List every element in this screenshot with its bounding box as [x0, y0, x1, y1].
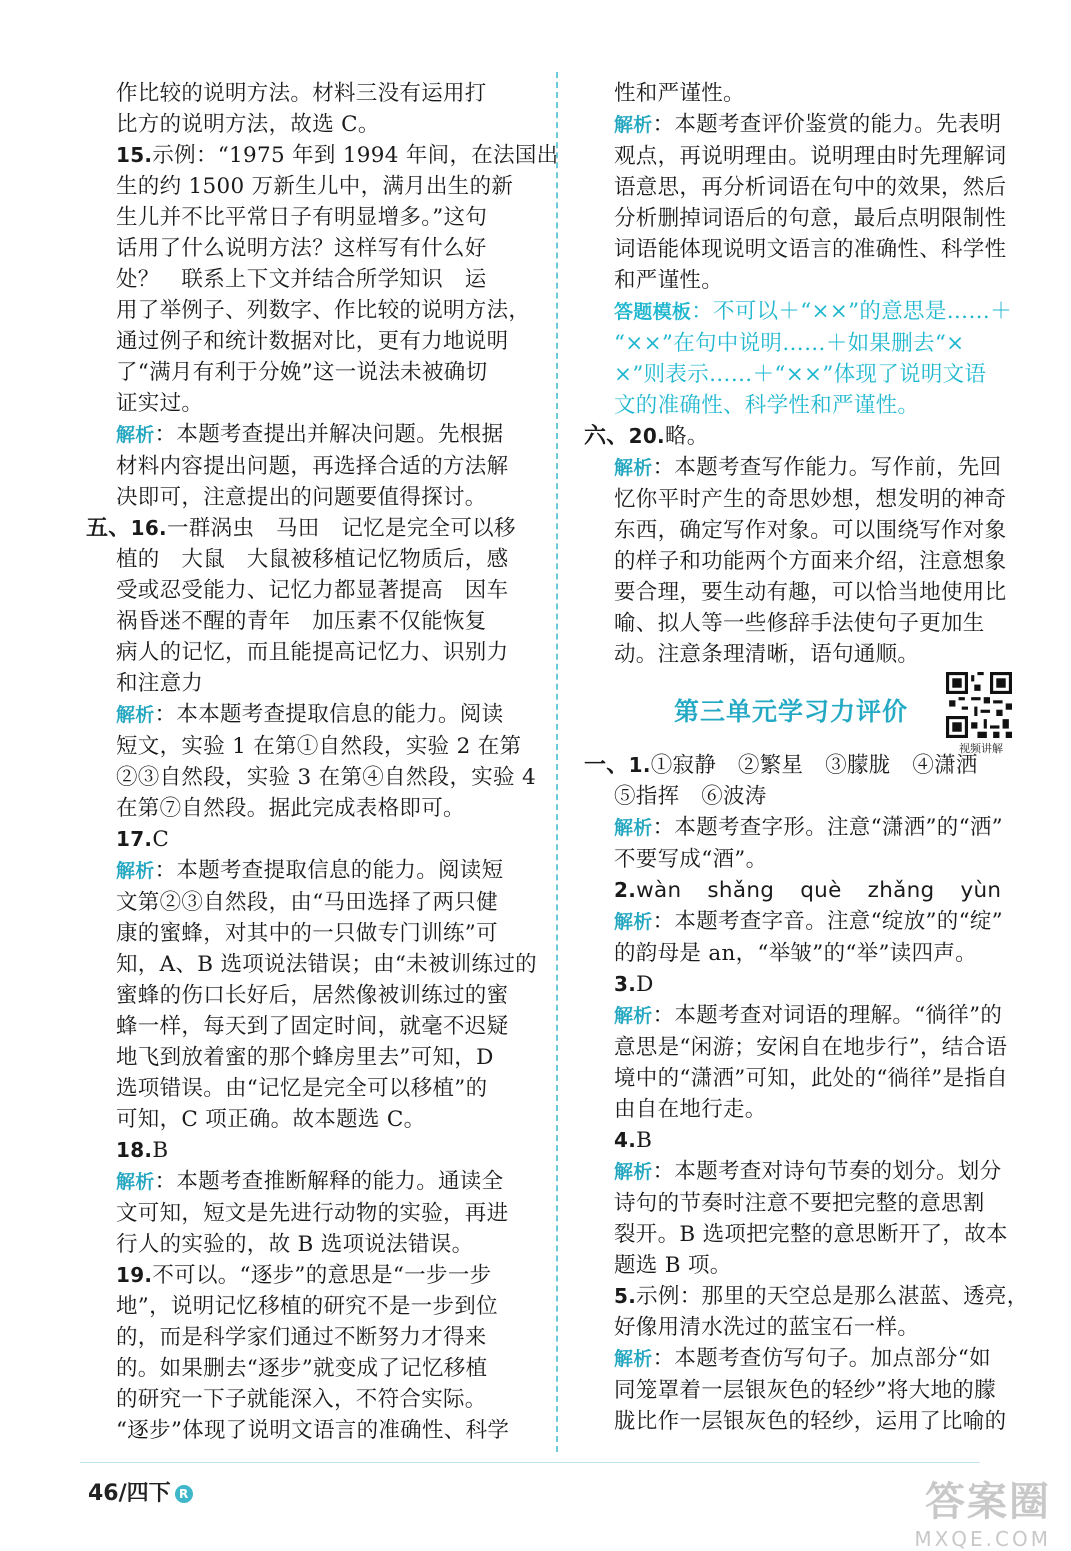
- line-text: B: [152, 1138, 169, 1163]
- text-line: [584, 390, 1028, 421]
- line-text: 在第⑦自然段。据此完成表格即可。: [116, 796, 465, 821]
- analysis-tag: 解析: [614, 114, 653, 136]
- text-line: [584, 1406, 1028, 1437]
- line-text: 示例：那里的天空总是那么湛蓝、透亮，: [636, 1284, 1029, 1309]
- line-text: 短文，实验 1 在第①自然段，实验 2 在第: [116, 734, 522, 759]
- line-text: 祸昏迷不醒的青年 加压素不仅能恢复: [116, 609, 487, 634]
- text-line: [86, 264, 530, 295]
- text-line: [86, 1073, 530, 1104]
- analysis-tag: 解析: [614, 911, 653, 933]
- text-line: [584, 296, 1028, 328]
- qr-caption: 视频讲解: [959, 742, 1003, 755]
- line-text: D: [636, 972, 654, 997]
- question-number: 1.: [628, 753, 651, 777]
- line-text: 好像用清水洗过的蓝宝石一样。: [614, 1315, 920, 1340]
- line-text: 同笼罩着一层银灰色的轻纱”将大地的朦: [614, 1378, 996, 1403]
- line-text: 动。注意条理清晰，语句通顺。: [614, 642, 920, 667]
- text-line: [584, 844, 1028, 875]
- line-text: 语意思，再分析词语在句中的效果，然后: [614, 175, 1007, 200]
- line-text: 话用了什么说明方法？这样写有什么好: [116, 236, 487, 261]
- text-line: [86, 513, 530, 544]
- line-text: 材料内容提出问题，再选择合适的方法解: [116, 454, 509, 479]
- line-text: 生儿并不比平常日子有明显增多。”这句: [116, 205, 488, 230]
- line-text: 行人的实验的，故 B 选项说法错误。: [116, 1232, 474, 1257]
- text-line: [584, 421, 1028, 452]
- line-text: 用了举例子、列数字、作比较的说明方法，: [116, 298, 531, 323]
- text-line: [86, 357, 530, 388]
- line-text: 示例：“1975 年到 1994 年间，在法国出: [152, 143, 559, 168]
- text-line: [584, 812, 1028, 844]
- text-line: [86, 482, 530, 513]
- analysis-tag: 解析: [614, 1161, 653, 1183]
- question-number: 17.: [116, 827, 153, 851]
- line-text: 的样子和功能两个方面来介绍，注意想象: [614, 549, 1007, 574]
- line-text: ②③自然段，实验 3 在第④自然段，实验 4: [116, 765, 536, 790]
- text-line: [86, 637, 530, 668]
- line-text: 通过例子和统计数据对比，更有力地说明: [116, 329, 509, 354]
- text-line: [86, 1042, 530, 1073]
- analysis-tag: 答题模板: [614, 301, 692, 323]
- text-line: [86, 1353, 530, 1384]
- qr-code-icon: [946, 672, 1012, 738]
- pinyin-answer: wàn: [636, 878, 682, 903]
- line-text: 由自在地行走。: [614, 1097, 767, 1122]
- question-number: 5.: [614, 1284, 637, 1308]
- text-line: [86, 1011, 530, 1042]
- text-line: [86, 544, 530, 575]
- text-line: [86, 824, 530, 855]
- line-text: ：本本题考查提取信息的能力。阅读: [154, 702, 504, 727]
- line-text: 的，而是科学家们通过不断努力才得来: [116, 1325, 487, 1350]
- text-line: [584, 1125, 1028, 1156]
- left-column: [86, 78, 559, 1446]
- text-line: [86, 1291, 530, 1322]
- line-text: 分析删掉词语后的句意，最后点明限制性: [614, 206, 1007, 231]
- line-text: ：本题考查字音。注意“绽放”的“绽”: [652, 909, 1003, 934]
- text-line: [584, 1094, 1028, 1125]
- text-line: [86, 918, 530, 949]
- line-text: 的。如果删去“逐步”就变成了记忆移植: [116, 1356, 488, 1381]
- line-text: ：本题考查字形。注意“潇洒”的“洒”: [652, 815, 1003, 840]
- section-number: 一、: [584, 753, 629, 778]
- line-text: 蜜蜂的伤口长好后，居然像被训练过的蜜: [116, 983, 509, 1008]
- text-line: [584, 515, 1028, 546]
- line-text: 可知，C 项正确。故本题选 C。: [116, 1107, 426, 1132]
- line-text: ：本题考查写作能力。写作前，先回: [652, 455, 1002, 480]
- text-line: [584, 546, 1028, 577]
- line-text: 作比较的说明方法。材料三没有运用打: [116, 81, 487, 106]
- text-line: [584, 1000, 1028, 1032]
- text-line: [86, 388, 530, 419]
- text-line: [584, 608, 1028, 639]
- text-line: [86, 295, 530, 326]
- text-line: [584, 1343, 1028, 1375]
- text-line: [86, 1384, 530, 1415]
- text-line: [584, 141, 1028, 172]
- line-text: 决即可，注意提出的问题要值得探讨。: [116, 485, 487, 510]
- line-text: ①寂静 ②繁星 ③朦胧 ④潇洒: [650, 753, 978, 778]
- text-line: [584, 203, 1028, 234]
- text-line: [86, 731, 530, 762]
- watermark-url: MXQE.COM: [914, 1527, 1051, 1551]
- line-text: 意思是“闲游；安闲自在地步行”，结合语: [614, 1035, 1008, 1060]
- pinyin-answer: què: [800, 878, 842, 903]
- section-number: 六、: [584, 424, 629, 449]
- text-line: [86, 606, 530, 637]
- page-number: 46: [88, 1481, 119, 1506]
- page-footer: [88, 1476, 193, 1507]
- line-text: 的韵母是 an，“举皱”的“举”读四声。: [614, 941, 977, 966]
- line-text: 康的蜜蜂，对其中的一只做专门训练”可: [116, 921, 498, 946]
- line-text: “××”在句中说明……＋如果删去“×: [614, 331, 965, 356]
- text-line: [584, 452, 1028, 484]
- line-text: 观点，再说明理由。说明理由时先理解词: [614, 144, 1007, 169]
- line-text: 诗句的节奏时注意不要把完整的意思割: [614, 1191, 985, 1216]
- line-text: 文可知，短文是先进行动物的实验，再进: [116, 1201, 509, 1226]
- text-line: [86, 78, 530, 109]
- line-text: 生的约 1500 万新生儿中，满月出生的新: [116, 174, 514, 199]
- line-text: 植的 大鼠 大鼠被移植记忆物质后，感: [116, 547, 509, 572]
- line-text: 地”，说明记忆移植的研究不是一步到位: [116, 1294, 498, 1319]
- edition-badge: R: [175, 1485, 193, 1503]
- line-text: 忆你平时产生的奇思妙想，想发明的神奇: [614, 487, 1007, 512]
- text-line: [86, 451, 530, 482]
- line-text: 性和严谨性。: [614, 81, 745, 106]
- analysis-tag: 解析: [116, 1171, 155, 1193]
- text-line: [86, 171, 530, 202]
- line-text: 和严谨性。: [614, 268, 724, 293]
- line-text: ：本题考查推断解释的能力。通读全: [154, 1169, 504, 1194]
- text-line: [584, 938, 1028, 969]
- line-text: 选项错误。由“记忆是完全可以移植”的: [116, 1076, 488, 1101]
- line-text: 受或忍受能力、记忆力都显著提高 因车: [116, 578, 509, 603]
- text-line: [86, 575, 530, 606]
- text-line: [86, 1135, 530, 1166]
- pinyin-answer: zhǎng: [867, 878, 935, 903]
- question-number: 18.: [116, 1138, 153, 1162]
- line-text: 了“满月有利于分娩”这一说法未被确切: [116, 360, 488, 385]
- analysis-tag: 解析: [614, 457, 653, 479]
- line-text: ：本题考查对词语的理解。“徜徉”的: [652, 1003, 1003, 1028]
- text-line: [584, 265, 1028, 296]
- text-line: [584, 969, 1028, 1000]
- line-text: ：本题考查对诗句节奏的划分。划分: [652, 1159, 1002, 1184]
- analysis-tag: 解析: [116, 424, 155, 446]
- section-number: 五、: [86, 516, 131, 541]
- text-line: [86, 762, 536, 793]
- text-line: [584, 781, 1028, 812]
- line-text: 文的准确性、科学性和严谨性。: [614, 393, 920, 418]
- analysis-tag: 解析: [614, 1005, 653, 1027]
- line-text: 东西，确定写作对象。可以围绕写作对象: [614, 518, 1007, 543]
- line-text: 略。: [664, 424, 709, 449]
- text-line: [584, 78, 1028, 109]
- line-text: 地飞到放着蜜的那个蜂房里去”可知，D: [116, 1045, 494, 1070]
- text-line: [584, 1250, 1028, 1281]
- line-text: ：不可以＋“××”的意思是……＋: [691, 299, 1013, 324]
- question-number: 19.: [116, 1263, 153, 1287]
- right-column: [584, 78, 1028, 1437]
- line-text: 知，A、B 选项说法错误；由“未被训练过的: [116, 952, 537, 977]
- line-text: 病人的记忆，而且能提高记忆力、识别力: [116, 640, 509, 665]
- text-line: [584, 1032, 1028, 1063]
- line-text: ：本题考查提取信息的能力。阅读短: [154, 858, 504, 883]
- line-text: 的研究一下子就能深入，不符合实际。: [116, 1387, 487, 1412]
- unit-title: 第三单元学习力评价: [674, 697, 909, 726]
- line-text: ：本题考查仿写句子。加点部分“如: [652, 1346, 991, 1371]
- line-text: C: [152, 827, 170, 852]
- column-divider: [556, 72, 558, 1452]
- text-line: [86, 1166, 530, 1198]
- text-line: [584, 109, 1028, 141]
- text-line: [584, 875, 1028, 906]
- text-line: [86, 699, 530, 731]
- text-line: [86, 109, 530, 140]
- line-text: 和注意力: [116, 671, 204, 696]
- line-text: 一群涡虫 马田 记忆是完全可以移: [166, 516, 516, 541]
- line-text: ⑤指挥 ⑥波涛: [614, 784, 767, 809]
- line-text: 喻、拟人等一些修辞手法使句子更加生: [614, 611, 985, 636]
- text-line: [584, 1312, 1028, 1343]
- line-text: ：本题考查提出并解决问题。先根据: [154, 422, 504, 447]
- text-line: [584, 234, 1028, 265]
- line-text: 证实过。: [116, 391, 204, 416]
- text-line: [584, 906, 1028, 938]
- line-text: ×”则表示……＋“××”体现了说明文语: [614, 362, 987, 387]
- line-text: 胧比作一层银灰色的轻纱，运用了比喻的: [614, 1409, 1007, 1434]
- pinyin-answer: shǎng: [707, 878, 775, 903]
- text-line: [584, 1156, 1028, 1188]
- text-line: [86, 793, 530, 824]
- line-text: 境中的“潇洒”可知，此处的“徜徉”是指自: [614, 1066, 1008, 1091]
- line-text: 要合理，要生动有趣，可以恰当地使用比: [614, 580, 1007, 605]
- question-number: 16.: [130, 516, 167, 540]
- watermark: [914, 1470, 1051, 1551]
- unit-header: [584, 674, 1028, 755]
- text-line: [86, 949, 537, 980]
- text-line: [584, 1063, 1028, 1094]
- question-number: 2.: [614, 878, 637, 902]
- text-line: [86, 1260, 530, 1291]
- text-line: [86, 855, 530, 887]
- question-number: 15.: [116, 143, 153, 167]
- line-text: 不要写成“酒”。: [614, 847, 768, 872]
- text-line: [584, 359, 1028, 390]
- line-text: 裂开。B 选项把完整的意思断开了，故本: [614, 1222, 1008, 1247]
- line-text: 词语能体现说明文语言的准确性、科学性: [614, 237, 1007, 262]
- line-text: 蜂一样，每天到了固定时间，就毫不迟疑: [116, 1014, 509, 1039]
- line-text: 处？ 联系上下文并结合所学知识 运: [116, 267, 487, 292]
- analysis-tag: 解析: [614, 1348, 653, 1370]
- question-number: 20.: [628, 424, 665, 448]
- line-text: 比方的说明方法，故选 C。: [116, 112, 380, 137]
- grade-label: /四下: [118, 1481, 171, 1506]
- text-line: [584, 1219, 1028, 1250]
- text-line: [584, 1375, 1028, 1406]
- analysis-tag: 解析: [614, 817, 653, 839]
- text-line: [86, 1229, 530, 1260]
- text-line: [584, 639, 1028, 670]
- text-line: [584, 577, 1028, 608]
- text-line: [584, 484, 1028, 515]
- line-text: 不可以。“逐步”的意思是“一步一步: [152, 1263, 492, 1288]
- text-line: [584, 328, 1028, 359]
- line-text: 题选 B 项。: [614, 1253, 732, 1278]
- question-number: 4.: [614, 1128, 637, 1152]
- analysis-tag: 解析: [116, 860, 155, 882]
- text-line: [86, 202, 530, 233]
- text-line: [86, 887, 530, 918]
- text-line: [86, 980, 530, 1011]
- line-text: “逐步”体现了说明文语言的准确性、科学: [116, 1418, 510, 1443]
- watermark-title: 答案圈: [925, 1479, 1051, 1525]
- text-line: [86, 326, 530, 357]
- question-number: 3.: [614, 972, 637, 996]
- text-line: [86, 1322, 530, 1353]
- text-line: [86, 140, 559, 171]
- footer-rule: [80, 1462, 980, 1463]
- text-line: [86, 1415, 530, 1446]
- text-line: [86, 419, 530, 451]
- text-line: [86, 1104, 530, 1135]
- text-line: [584, 172, 1028, 203]
- text-line: [584, 1281, 1028, 1312]
- text-line: [86, 233, 530, 264]
- text-line: [86, 668, 530, 699]
- text-line: [584, 1188, 1028, 1219]
- pinyin-answer: yùn: [960, 878, 1002, 903]
- analysis-tag: 解析: [116, 704, 155, 726]
- text-line: [86, 1198, 530, 1229]
- line-text: B: [636, 1128, 653, 1153]
- qr-code[interactable]: [946, 672, 1016, 756]
- line-text: ：本题考查评价鉴赏的能力。先表明: [652, 112, 1002, 137]
- line-text: 文第②③自然段，由“马田选择了两只健: [116, 890, 498, 915]
